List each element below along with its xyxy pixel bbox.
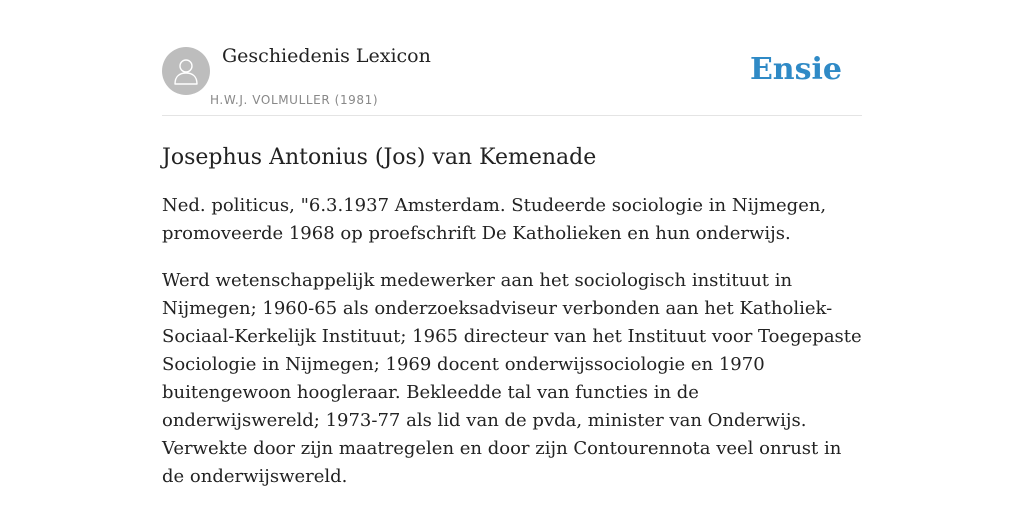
article-paragraph: Ned. politicus, "6.3.1937 Amsterdam. Studeerde sociologie in Nijmegen, promoveerde 1968 op proefschrift De Katholieken en hun onderwijs.	[162, 195, 827, 244]
author-credit: H.W.J. VOLMULLER (1981)	[210, 93, 379, 107]
source-title[interactable]: Geschiedenis Lexicon	[222, 45, 431, 67]
article-title: Josephus Antonius (Jos) van Kemenade	[162, 145, 597, 170]
avatar[interactable]	[162, 47, 210, 95]
brand-logo[interactable]: Ensie	[749, 52, 842, 87]
entry-card	[162, 0, 862, 491]
user-icon	[173, 57, 199, 85]
entry-header	[162, 0, 862, 116]
article-paragraph: Werd wetenschappelijk medewerker aan het sociologisch instituut in Nijmegen; 1960-65 als onderzoeksadviseur verbonden aan het Katholiek-Sociaal-Kerkelijk Instituut; 1965 directeur van het Instituut voor Toegepaste Sociologie in Nijmegen; 1969 docent onderwijssociologie en 1970 buitengewoon hoogleraar. Bekleedde tal van functies in de onderwijswereld; 1973-77 als lid van de pvda, minister van Onderwijs. Verwekte door zijn maatregelen en door zijn Contourennota veel onrust in de onderwijswereld.	[162, 270, 862, 487]
